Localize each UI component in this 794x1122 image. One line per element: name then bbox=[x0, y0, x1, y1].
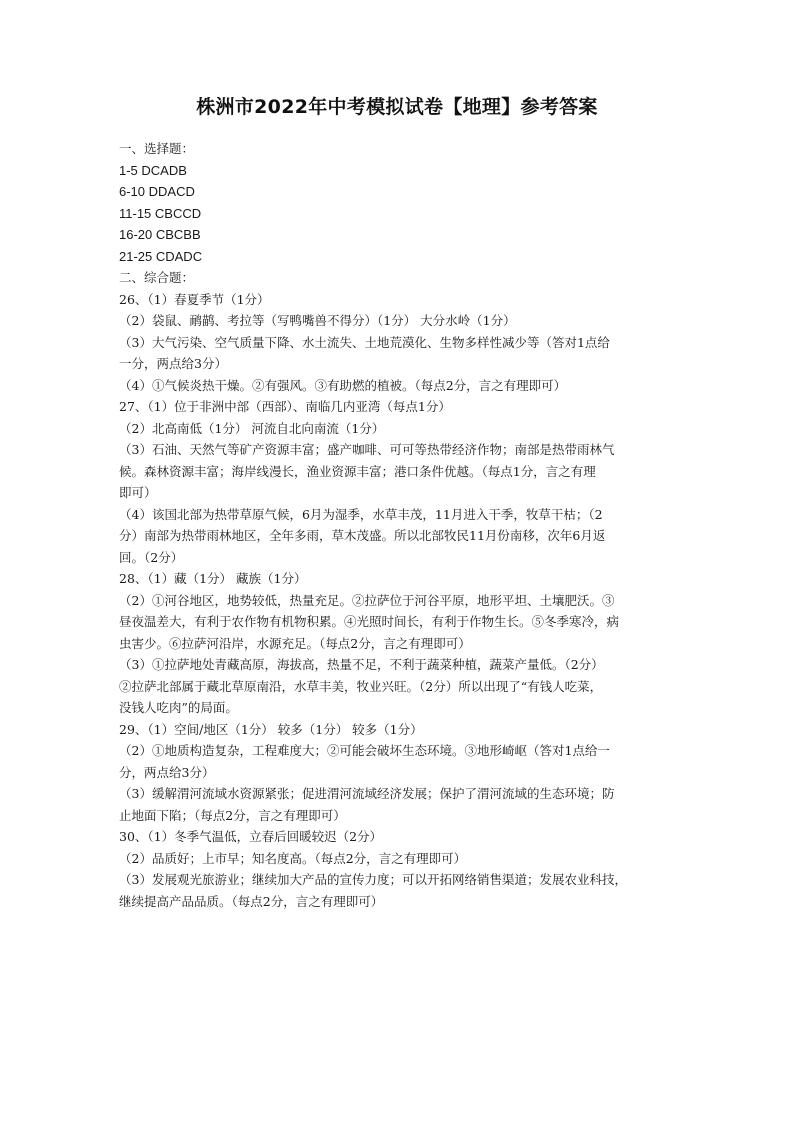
answer-line: 26、（1）春夏季节（1分） bbox=[119, 291, 270, 307]
answer-line: （2）袋鼠、鸸鹋、考拉等（写鸭嘴兽不得分）（1分） 大分水岭（1分） bbox=[119, 313, 516, 328]
answer-line: （2）①河谷地区，地势较低，热量充足。②拉萨位于河谷平原，地形平坦、土壤肥沃。③ bbox=[119, 592, 615, 608]
answer-line: 6-10 DDACD bbox=[119, 184, 195, 199]
answer-line: （3）缓解渭河流域水资源紧张；促进渭河流域经济发展；保护了渭河流域的生态环境；防 bbox=[119, 786, 615, 801]
answer-line: 29、（1）空间/地区（1分） 较多（1分） 较多（1分） bbox=[119, 721, 423, 737]
answer-line: 27、（1）位于非洲中部（西部）、南临几内亚湾（每点1分） bbox=[119, 399, 451, 414]
answer-line: （3）发展观光旅游业；继续加大产品的宣传力度；可以开拓网络销售渠道；发展农业科技， bbox=[119, 872, 627, 887]
answer-line: （4）该国北部为热带草原气候，6月为湿季，水草丰茂，11月进入干季，牧草干枯；（2 bbox=[119, 506, 603, 522]
answer-line: 16-20 CBCBB bbox=[119, 227, 201, 242]
answer-line: 即可） bbox=[119, 485, 157, 500]
answer-line: （4）①气候炎热干燥。②有强风。③有助燃的植被。（每点2分，言之有理即可） bbox=[119, 377, 567, 393]
answer-line: 21-25 CDADC bbox=[119, 248, 203, 264]
answer-line: 继续提高产品品质。（每点2分，言之有理即可） bbox=[119, 893, 384, 909]
answer-line: 昼夜温差大，有利于农作物有机物积累。④光照时间长，有利于作物生长。⑤冬季寒冷，病 bbox=[119, 614, 620, 629]
answer-content bbox=[119, 138, 679, 912]
answer-line: 虫害少。⑥拉萨河沿岸，水源充足。（每点2分，言之有理即可） bbox=[119, 635, 471, 651]
section-heading-choice: 一、选择题： bbox=[119, 141, 195, 156]
answer-line: 分）南部为热带雨林地区，全年多雨，草木茂盛。所以北部牧民11月份南移，次年6月返 bbox=[119, 528, 606, 543]
answer-line: 1-5 DCADB bbox=[119, 162, 187, 178]
section-heading-comprehensive: 二、综合题： bbox=[119, 270, 195, 285]
answer-line: 回。（2分） bbox=[119, 549, 184, 565]
answer-line: （3）石油、天然气等矿产资源丰富；盛产咖啡、可可等热带经济作物；南部是热带雨林气 bbox=[119, 442, 615, 457]
answer-line: 没钱人吃肉”的局面。 bbox=[119, 700, 238, 715]
answer-line: （2）①地质构造复杂，工程难度大；②可能会破坏生态环境。③地形崎岖（答对1点给一 bbox=[119, 743, 610, 758]
answer-line: 止地面下陷；（每点2分，言之有理即可） bbox=[119, 807, 346, 823]
answer-line: 11-15 CBCCD bbox=[119, 205, 202, 221]
answer-line: 分，两点给3分） bbox=[119, 764, 215, 780]
answer-line: 30、（1）冬季气温低，立春后回暖较迟（2分） bbox=[119, 829, 383, 844]
answer-line: 28、（1）藏（1分） 藏族（1分） bbox=[119, 571, 307, 586]
answer-line: （3）①拉萨地处青藏高原，海拔高，热量不足，不利于蔬菜种植，蔬菜产量低。（2分） bbox=[119, 657, 604, 672]
answer-line: （3）大气污染、空气质量下降、水土流失、土地荒漠化、生物多样性减少等（答对1点给 bbox=[119, 334, 610, 350]
answer-line: 候。森林资源丰富；海岸线漫长，渔业资源丰富；港口条件优越。（每点1分，言之有理 bbox=[119, 463, 596, 479]
answer-line: （2）品质好；上市早；知名度高。（每点2分，言之有理即可） bbox=[119, 850, 467, 866]
document-title: 株洲市2022年中考模拟试卷【地理】参考答案 bbox=[196, 96, 598, 118]
answer-line: （2）北高南低（1分） 河流自北向南流（1分） bbox=[119, 420, 385, 436]
answer-line: ②拉萨北部属于藏北草原南沿，水草丰美，牧业兴旺。（2分）所以出现了“有钱人吃菜， bbox=[119, 678, 603, 694]
answer-line: 一分，两点给3分） bbox=[119, 356, 227, 371]
